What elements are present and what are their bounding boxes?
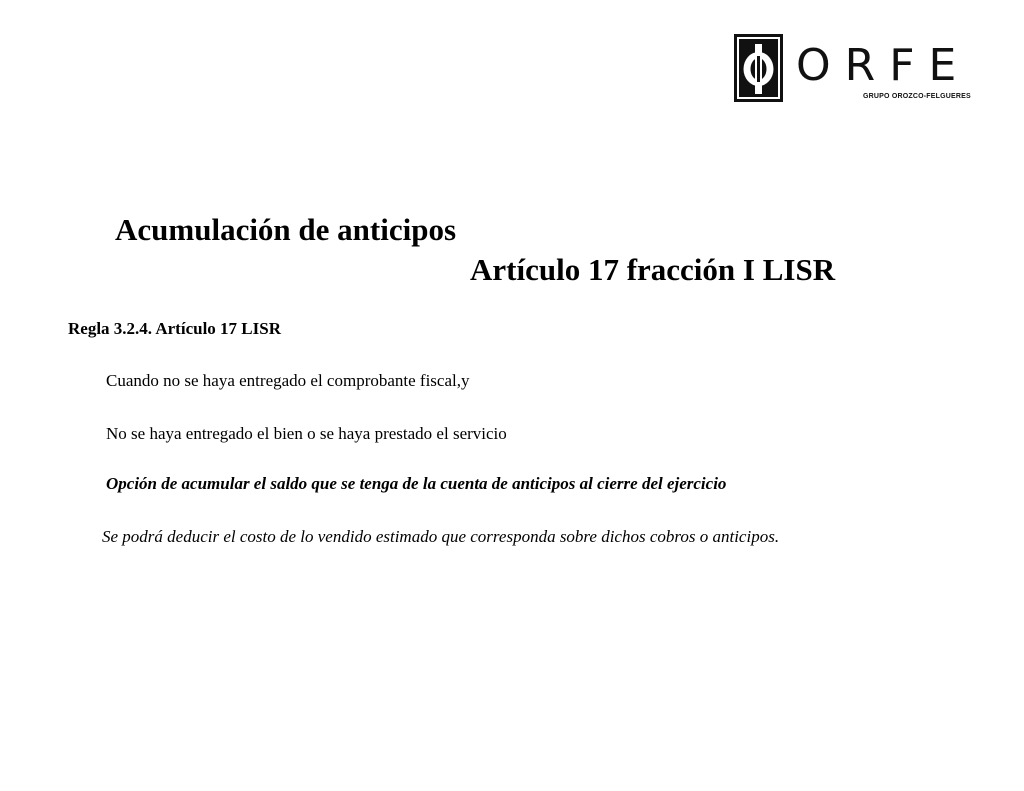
phi-emblem-icon	[734, 34, 783, 102]
rule-heading: Regla 3.2.4. Artículo 17 LISR	[68, 319, 281, 338]
paragraph-opcion-acumular: Opción de acumular el saldo que se tenga de la cuenta de anticipos al cierre del ejercicio	[106, 474, 727, 493]
orfe-logo	[734, 34, 971, 104]
paragraph-bien-servicio: No se haya entregado el bien o se haya prestado el servicio	[106, 424, 507, 443]
paragraph-deducir-costo: Se podrá deducir el costo de lo vendido estimado que corresponda sobre dichos cobros o anticipos.	[102, 527, 780, 546]
paragraph-comprobante: Cuando no se haya entregado el comprobante fiscal,y	[106, 371, 470, 390]
page-subtitle: Artículo 17 fracción I LISR	[470, 252, 836, 287]
logo-subtitle: GRUPO OROZCO-FELGUERES	[863, 93, 971, 100]
page-title: Acumulación de anticipos	[115, 212, 457, 247]
logo-wordmark: ORFE	[796, 40, 971, 91]
